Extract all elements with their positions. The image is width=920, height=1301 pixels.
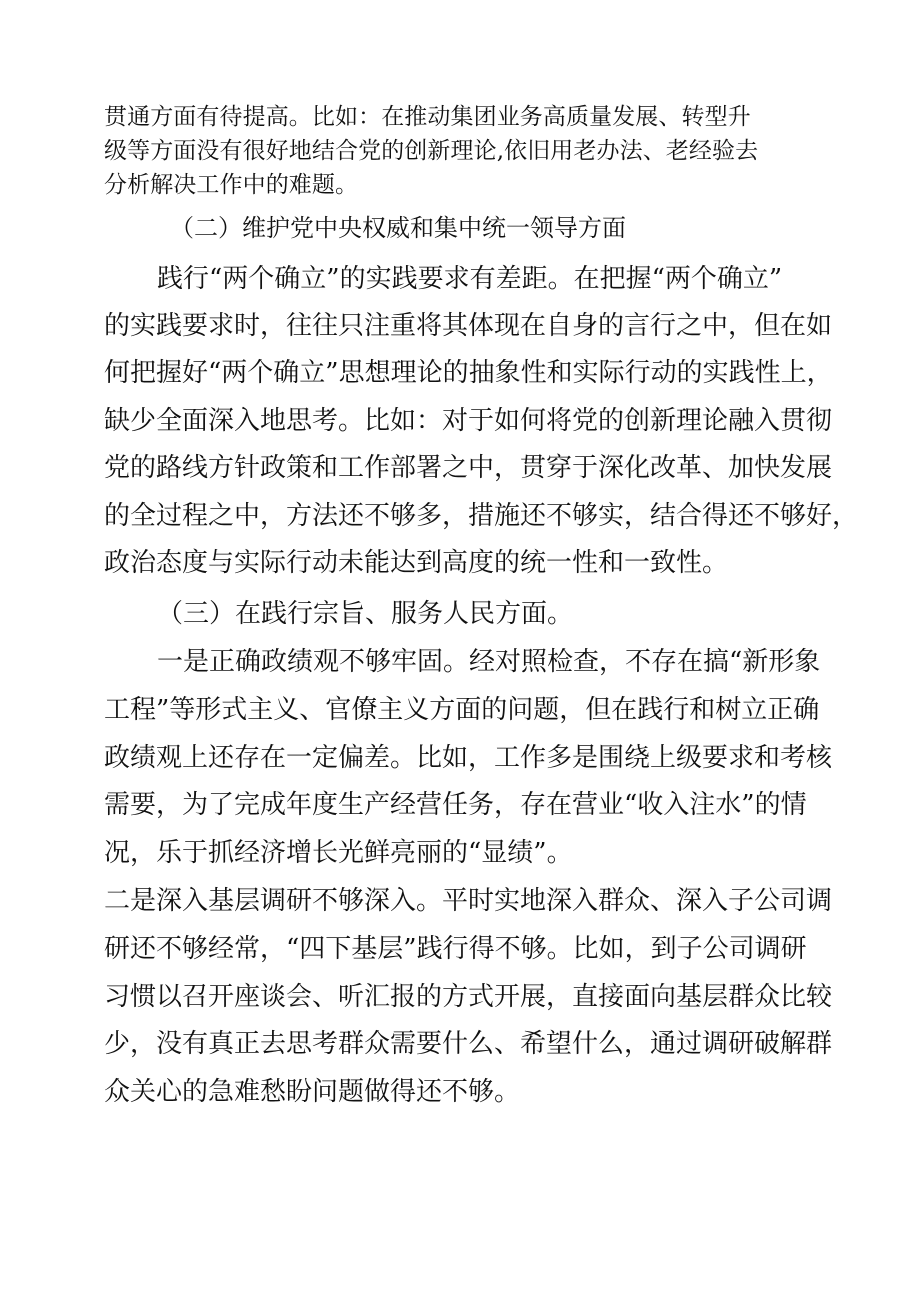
paragraph-line: 众关心的急难愁盼问题做得还不够。 <box>104 1077 521 1107</box>
paragraph-line: 政治态度与实际行动未能达到高度的统一性和一致性。 <box>104 548 729 578</box>
paragraph-line: 政绩观上还存在一定偏差。比如，工作多是围绕上级要求和考核 <box>104 743 833 773</box>
paragraph-line: 践行“两个确立”的实践要求有差距。在把握“两个确立” <box>157 264 783 294</box>
paragraph-line: 工程”等形式主义、官僚主义方面的问题，但在践行和树立正确 <box>104 695 820 725</box>
paragraph-line: 习惯以召开座谈会、听汇报的方式开展，直接面向基层群众比较 <box>104 982 833 1012</box>
paragraph-line: 何把握好“两个确立”思想理论的抽象性和实际行动的实践性上， <box>104 358 833 388</box>
paragraph-line: 贯通方面有待提高。比如：在推动集团业务高质量发展、转型升 <box>104 104 751 130</box>
paragraph-line: 党的路线方针政策和工作部署之中，贯穿于深化改革、加快发展 <box>104 453 833 483</box>
paragraph-line: 况，乐于抓经济增长光鲜亮丽的“显绩”。 <box>104 838 573 868</box>
paragraph-line: 的全过程之中，方法还不够多，措施还不够实，结合得还不够好， <box>104 501 859 531</box>
paragraph-line: 少，没有真正去思考群众需要什么、希望什么，通过调研破解群 <box>104 1029 833 1059</box>
paragraph-line: 一是正确政绩观不够牢固。经对照检查，不存在搞“新形象 <box>157 647 821 677</box>
paragraph-line: 分析解决工作中的难题。 <box>104 172 359 198</box>
section-heading: （二）维护党中央权威和集中统一领导方面 <box>170 214 626 242</box>
paragraph-line: 研还不够经常，“四下基层”践行得不够。比如，到子公司调研 <box>104 934 807 964</box>
paragraph-line: 二是深入基层调研不够深入。平时实地深入群众、深入子公司调 <box>104 886 833 916</box>
paragraph-line: 缺少全面深入地思考。比如：对于如何将党的创新理论融入贯彻 <box>104 406 833 436</box>
paragraph-line: 级等方面没有很好地结合党的创新理论,依旧用老办法、老经验去 <box>104 138 759 164</box>
paragraph-line: 的实践要求时，往往只注重将其体现在自身的言行之中，但在如 <box>104 311 833 341</box>
paragraph-line: 需要，为了完成年度生产经营任务，存在营业“收入注水”的情 <box>104 790 807 820</box>
section-heading: （三）在践行宗旨、服务人民方面。 <box>157 599 574 629</box>
